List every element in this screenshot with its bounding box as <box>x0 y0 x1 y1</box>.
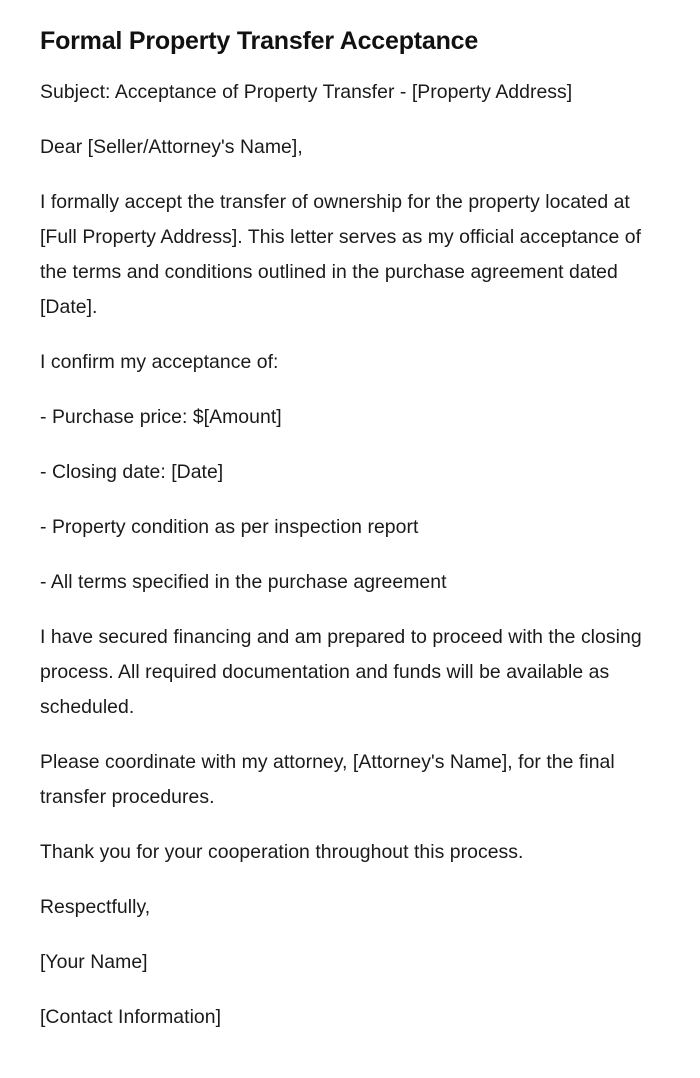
signature-contact: [Contact Information] <box>40 1006 222 1028</box>
confirm-intro: I confirm my acceptance of: <box>40 351 279 373</box>
subject-line: Subject: Acceptance of Property Transfer - [Property Address] <box>40 81 573 103</box>
signature-name: [Your Name] <box>40 951 148 973</box>
salutation: Dear [Seller/Attorney's Name], <box>40 136 303 158</box>
closing-line: Respectfully, <box>40 896 151 918</box>
list-item-all-terms: - All terms specified in the purchase agreement <box>40 571 447 593</box>
body-paragraph-attorney: Please coordinate with my attorney, [Attorney's Name], for the final transfer procedures. <box>40 751 615 808</box>
list-item-purchase-price: - Purchase price: $[Amount] <box>40 406 282 428</box>
body-paragraph-financing: I have secured financing and am prepared to proceed with the closing process. All required documentation and funds will be available as scheduled. <box>40 626 642 718</box>
list-item-closing-date: - Closing date: [Date] <box>40 461 224 483</box>
list-item-property-condition: - Property condition as per inspection report <box>40 516 419 538</box>
document-title: Formal Property Transfer Acceptance <box>40 27 479 55</box>
thanks-line: Thank you for your cooperation throughout this process. <box>40 841 524 863</box>
body-paragraph-acceptance: I formally accept the transfer of ownership for the property located at [Full Property Address]. This letter serves as my official acceptance of the terms and conditions outlined in the purchase agreement dated [Date]. <box>40 191 642 318</box>
